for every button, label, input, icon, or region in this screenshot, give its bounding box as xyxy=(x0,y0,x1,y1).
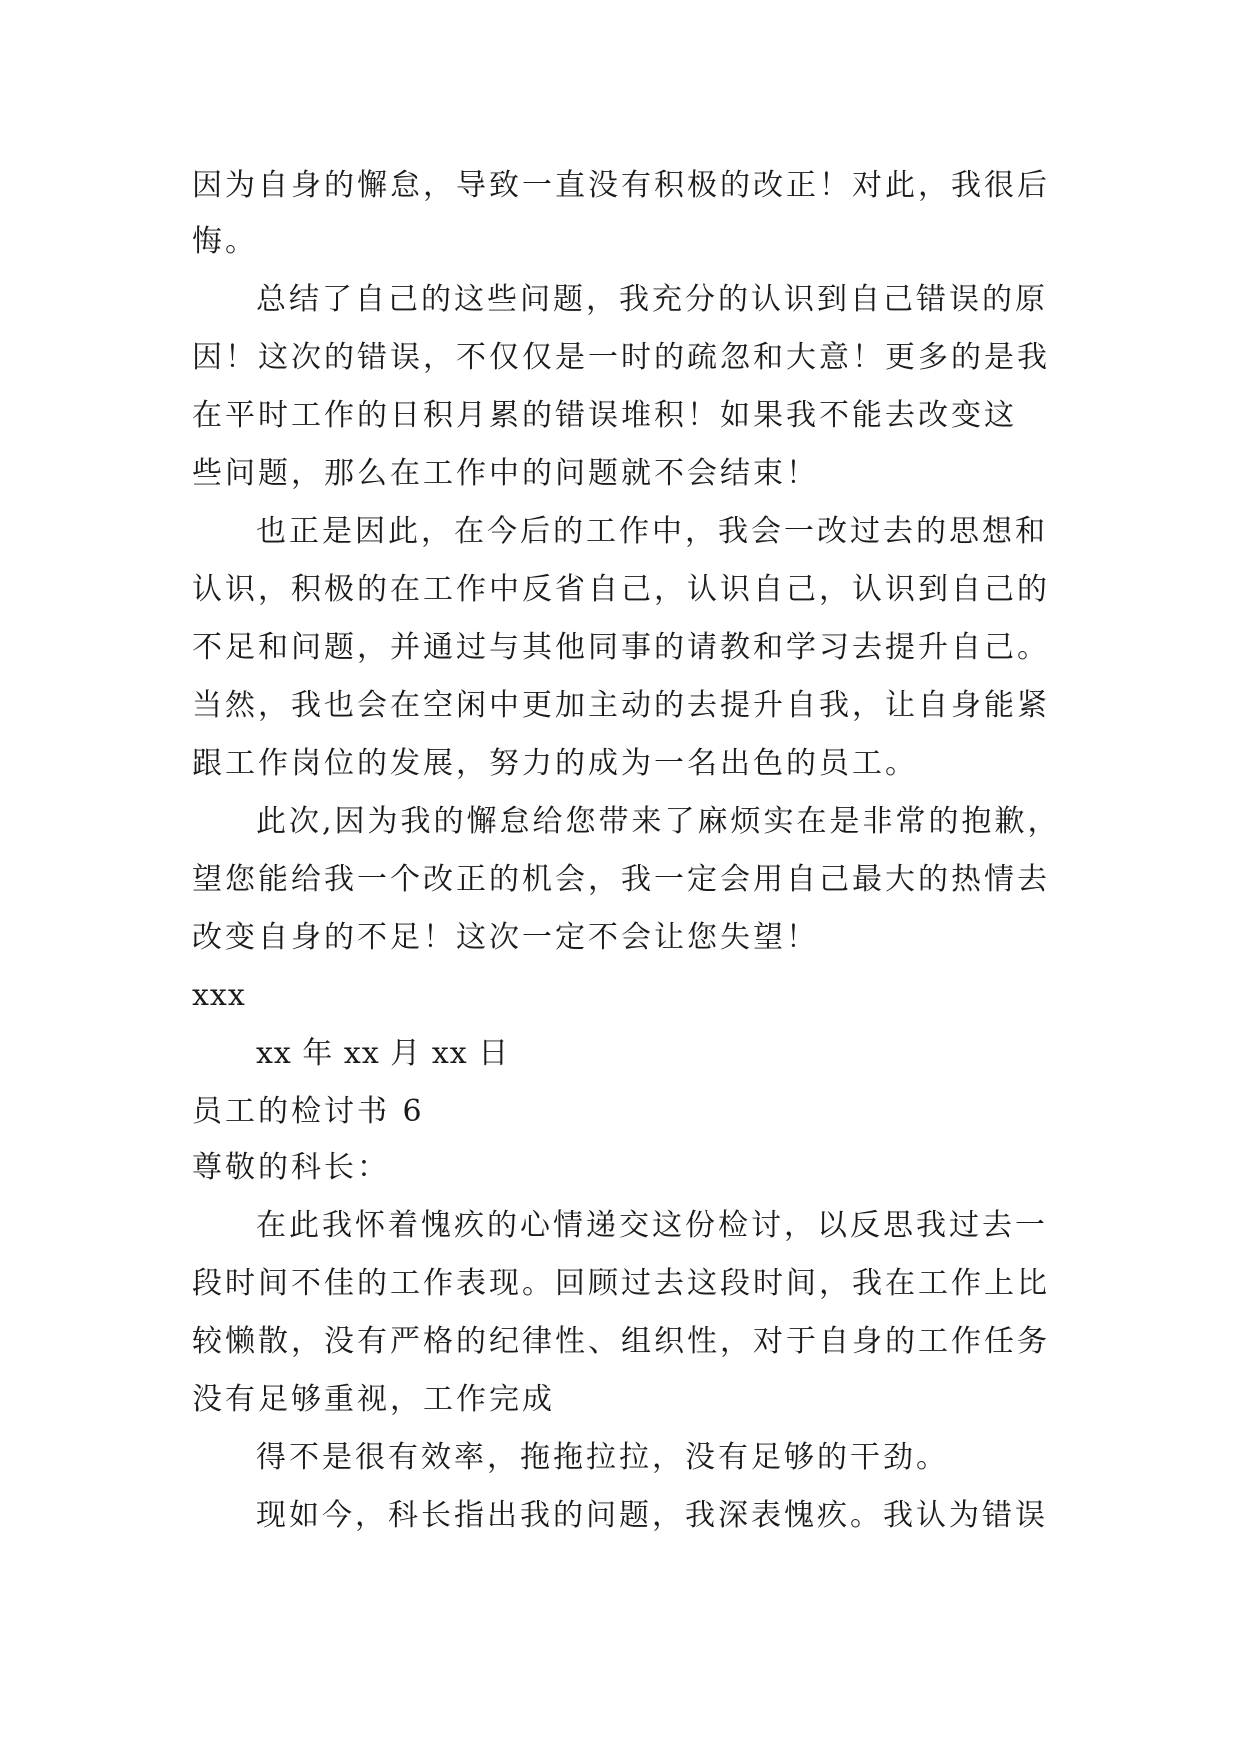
text-line: 悔。 xyxy=(192,224,258,259)
text-line: 些问题，那么在工作中的问题就不会结束！ xyxy=(192,456,819,491)
text-line: 认识，积极的在工作中反省自己，认识自己，认识到自己的 xyxy=(192,572,1050,607)
signature-date: xx 年 xx 月 xx 日 xyxy=(256,1036,510,1071)
text-line: 较懒散，没有严格的纪律性、组织性，对于自身的工作任务 xyxy=(192,1324,1050,1359)
text-line: 没有足够重视，工作完成 xyxy=(192,1382,555,1417)
text-line: 在此我怀着愧疚的心情递交这份检讨，以反思我过去一 xyxy=(256,1208,1048,1243)
text-line: 也正是因此，在今后的工作中，我会一改过去的思想和 xyxy=(256,514,1048,549)
text-line: 望您能给我一个改正的机会，我一定会用自己最大的热情去 xyxy=(192,862,1050,897)
text-line: 改变自身的不足！这次一定不会让您失望！ xyxy=(192,920,819,955)
text-line: 因！这次的错误，不仅仅是一时的疏忽和大意！更多的是我 xyxy=(192,340,1050,375)
text-line: 现如今，科长指出我的问题，我深表愧疚。我认为错误 xyxy=(256,1498,1048,1533)
section-title: 员工的检讨书 6 xyxy=(192,1094,425,1129)
salutation: 尊敬的科长： xyxy=(192,1150,390,1185)
text-line: 当然，我也会在空闲中更加主动的去提升自我，让自身能紧 xyxy=(192,688,1050,723)
text-line: 不足和问题，并通过与其他同事的请教和学习去提升自己。 xyxy=(192,630,1050,665)
text-line: 此次,因为我的懈怠给您带来了麻烦实在是非常的抱歉， xyxy=(256,804,1061,839)
text-line: 总结了自己的这些问题，我充分的认识到自己错误的原 xyxy=(256,282,1048,317)
text-line: 段时间不佳的工作表现。回顾过去这段时间，我在工作上比 xyxy=(192,1266,1050,1301)
signature-name: xxx xyxy=(192,978,246,1013)
text-line: 得不是很有效率，拖拖拉拉，没有足够的干劲。 xyxy=(256,1440,949,1475)
text-line: 因为自身的懈怠，导致一直没有积极的改正！对此，我很后 xyxy=(192,168,1050,203)
text-line: 跟工作岗位的发展，努力的成为一名出色的员工。 xyxy=(192,746,918,781)
text-line: 在平时工作的日积月累的错误堆积！如果我不能去改变这 xyxy=(192,398,1017,433)
